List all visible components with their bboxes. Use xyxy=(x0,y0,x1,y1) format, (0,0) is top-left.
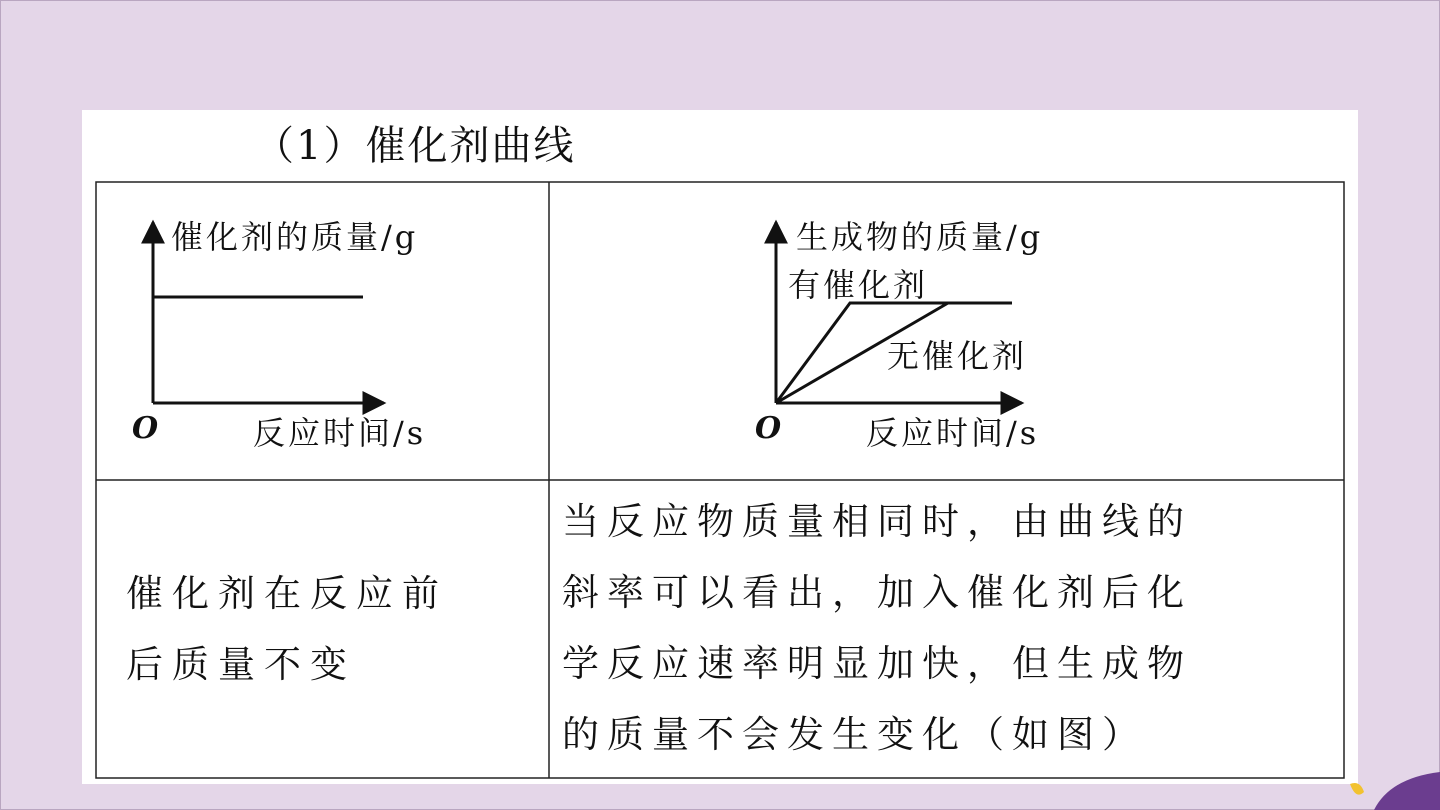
x-axis-label: 反应时间/s xyxy=(866,414,1040,452)
catalyst-mass-graph xyxy=(132,218,426,452)
y-axis-label: 生成物的质量/g xyxy=(796,218,1044,256)
origin-label: O xyxy=(132,411,159,446)
catalyst-mass-description xyxy=(126,558,526,700)
text-line: 的质量不会发生变化（如图） xyxy=(562,713,1147,756)
origin-label: O xyxy=(755,411,782,446)
section-title: （1）催化剂曲线 xyxy=(254,123,576,169)
corner-decoration xyxy=(1330,770,1440,810)
content-card xyxy=(82,110,1358,784)
reaction-rate-description xyxy=(562,486,1352,770)
y-axis-label: 催化剂的质量/g xyxy=(171,218,419,256)
text-line: 催化剂在反应前 xyxy=(126,572,448,615)
text-line: 当反应物质量相同时，由曲线的 xyxy=(562,500,1192,543)
text-line: 学反应速率明显加快，但生成物 xyxy=(562,642,1192,685)
x-axis-label: 反应时间/s xyxy=(253,414,427,452)
purple-accent-shape xyxy=(1374,772,1440,810)
yellow-accent-shape xyxy=(1350,783,1364,795)
text-line: 斜率可以看出，加入催化剂后化 xyxy=(562,571,1192,614)
with-catalyst-label: 有催化剂 xyxy=(788,266,929,304)
product-mass-graph xyxy=(755,218,1043,452)
text-line: 后质量不变 xyxy=(126,643,356,686)
without-catalyst-label: 无催化剂 xyxy=(887,337,1028,375)
